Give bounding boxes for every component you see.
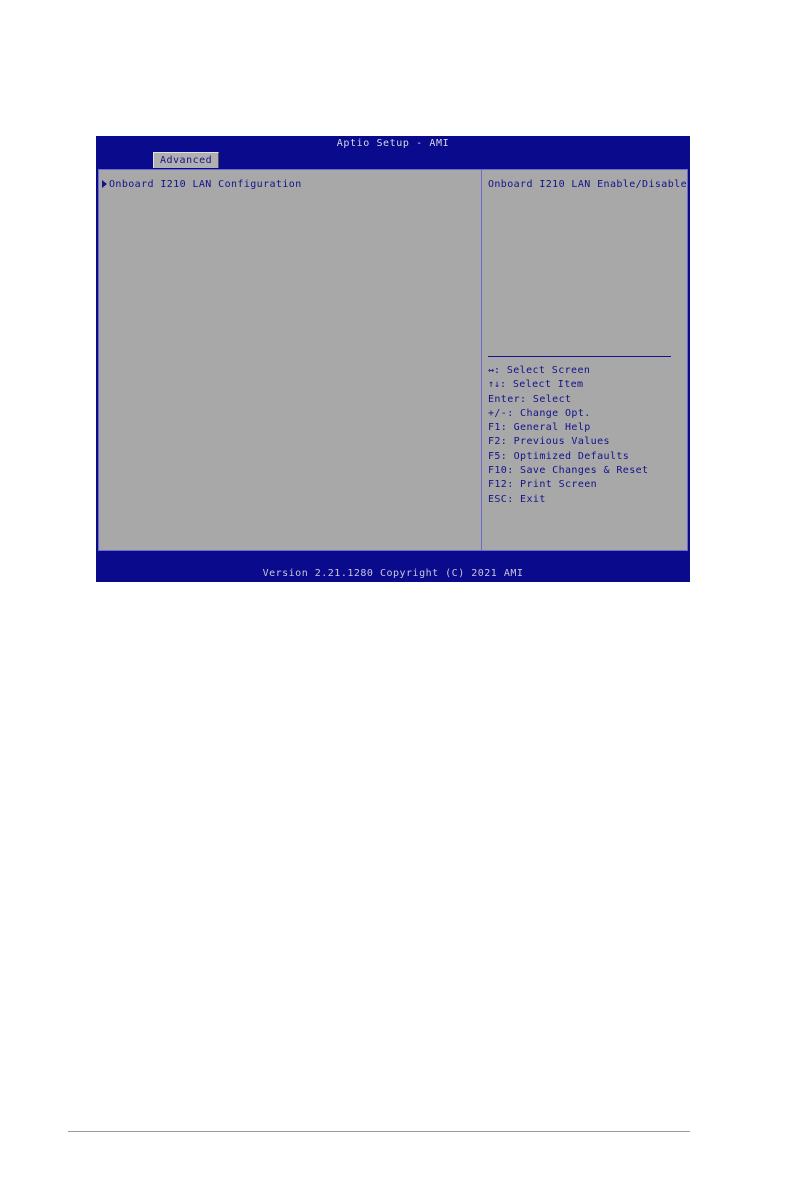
- list-item-onboard-i210-lan-configuration[interactable]: [99, 178, 481, 191]
- key-legend-row: F5: Optimized Defaults: [487, 450, 630, 462]
- key-legend-row: F2: Previous Values: [487, 436, 610, 448]
- key-legend-row: ESC: Exit: [487, 493, 546, 505]
- tab-advanced[interactable]: Advanced: [153, 152, 219, 168]
- window-title: Aptio Setup - AMI: [96, 136, 690, 152]
- key-legend-label: : Select Item: [500, 379, 584, 391]
- key-legend-row: [488, 364, 674, 378]
- page-bottom-rule: [68, 1131, 690, 1132]
- settings-list: [99, 170, 482, 550]
- key-legend-row: F10: Save Changes & Reset: [487, 465, 649, 477]
- up-down-arrow-icon: ↑↓: [487, 379, 500, 391]
- key-legend: [488, 364, 674, 507]
- version-footer: Version 2.21.1280 Copyright (C) 2021 AMI: [96, 565, 690, 582]
- triangle-right-icon: [102, 180, 107, 188]
- key-legend-row: [488, 378, 674, 392]
- menu-bar: [96, 152, 690, 167]
- key-legend-row: F1: General Help: [487, 422, 591, 434]
- content-area: [98, 169, 688, 551]
- list-item-label: Onboard I210 LAN Configuration: [109, 179, 302, 190]
- key-legend-row: F12: Print Screen: [487, 479, 598, 491]
- key-legend-row: +/-: Change Opt.: [487, 407, 591, 419]
- left-right-arrow-icon: ↔: [487, 365, 494, 376]
- bios-setup-window: [96, 136, 690, 582]
- key-legend-label: : Select Screen: [493, 365, 591, 376]
- key-legend-row: Enter: Select: [487, 393, 572, 405]
- help-description: Onboard I210 LAN Enable/Disable: [487, 179, 687, 190]
- help-divider: [488, 356, 671, 357]
- help-pane: [482, 170, 687, 550]
